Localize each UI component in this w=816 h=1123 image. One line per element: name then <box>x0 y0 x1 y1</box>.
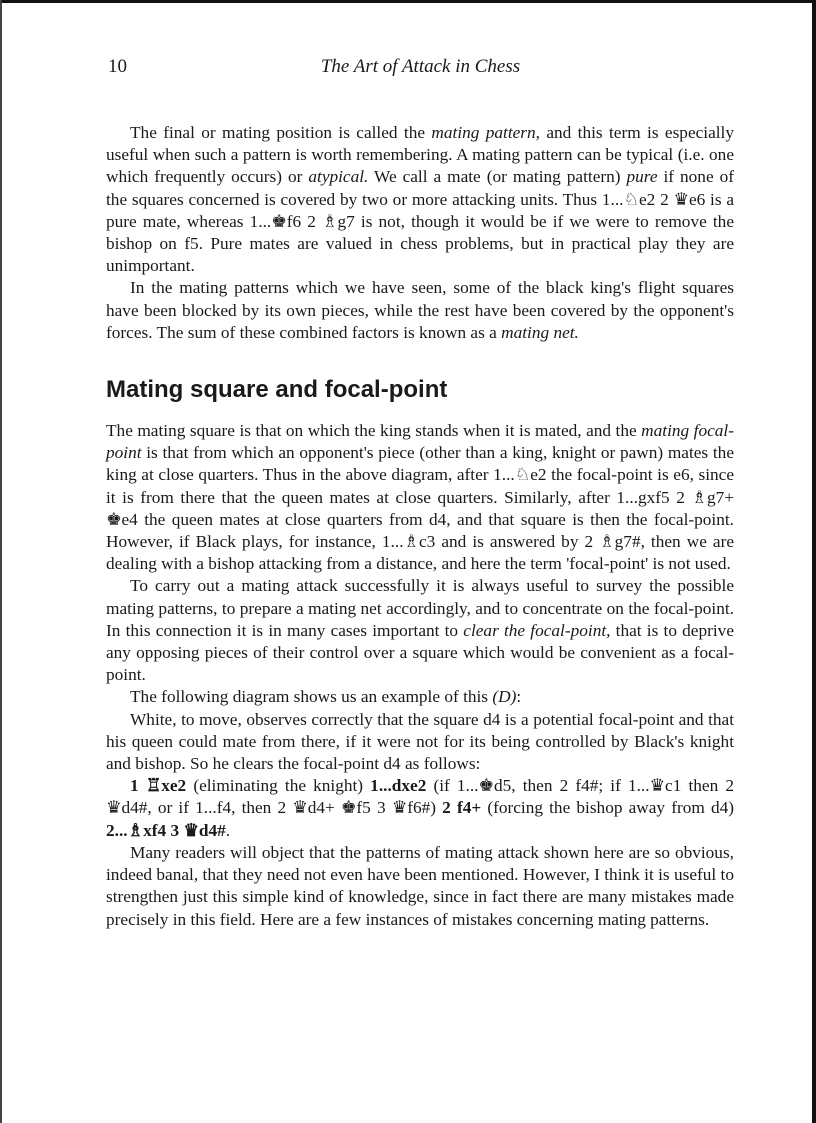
text-run: (eliminating the knight) <box>186 776 371 796</box>
text-run: We call a mate (or mating pattern) <box>368 167 627 187</box>
text-run: Many readers will object that the patterns of mating attack shown here are so obvious, indeed banal, that they need not even have been mentioned. However, I think it is useful to strengthen just this simple kind of knowledge, since in fact there are many mistakes made precisely in this field. Here are a few instances of mistakes concerning mating patterns. <box>106 842 734 929</box>
scan-border-top <box>0 0 816 3</box>
paragraph-conclusion <box>106 842 734 931</box>
text-run: The following diagram shows us an example of this <box>130 687 493 707</box>
text-run: is that from which an opponent's piece (other than a king, knight or pawn) mates the king at close quarters. Thus in the above diagram, after 1...♘e2 the focal-point is e6, since it is from there that the queen mates at close quarters. Similarly, after 1...gxf5 2 ♗g7+ ♚e4 the queen mates at close quarters from d4, and that square is then the focal-point. However, if Black plays, for instance, 1...♗c3 and is answered by 2 ♗g7#, then we are dealing with a bishop attacking from a distance, and here the term 'focal-point' is not used. <box>106 443 734 574</box>
scan-border-right <box>812 0 816 1123</box>
term-pure: pure <box>626 167 658 187</box>
running-head <box>108 56 733 82</box>
main-move: 1...dxe2 <box>370 776 427 796</box>
text-run: (forcing the bishop away from d4) <box>481 798 734 818</box>
main-move: 1 ♖xe2 <box>130 776 187 796</box>
paragraph-mating-pattern <box>106 122 734 277</box>
text-run: In the mating patterns which we have seen, some of the black king's flight squares have been blocked by its own pieces, while the rest have been covered by the opponent's forces. The sum of these combined factors is known as a <box>106 278 734 342</box>
text-run: that is to deprive any opposing pieces of their control over a square which would be convenient as a focal-point. <box>106 620 734 685</box>
term-mating-net: mating net. <box>501 322 579 342</box>
text-run: (if 1...♚d5, then 2 f4#; if 1...♛c1 then 2 ♛d4#, or if 1...f4, then 2 ♛d4+ ♚f5 3 ♛f6#) <box>106 776 734 818</box>
section-heading: Mating square and focal-point <box>106 376 448 404</box>
paragraph-diagram-ref <box>106 686 734 708</box>
page-number: 10 <box>108 56 127 77</box>
text-run: and this term is especially useful when such a pattern is worth remembering. A mating pattern can be typical (i.e. one which frequently occurs) or <box>106 123 734 187</box>
main-move: 2 f4+ <box>442 798 482 818</box>
paragraph-clear-focal-point <box>106 575 734 686</box>
paragraph-mating-net <box>106 277 734 344</box>
main-move: 2...♗xf4 3 ♛d4# <box>106 820 226 840</box>
text-run: : <box>516 687 522 707</box>
book-title: The Art of Attack in Chess <box>320 56 521 77</box>
paragraph-mating-square <box>106 420 734 575</box>
text-run: . <box>225 820 231 840</box>
scan-border-left <box>0 0 2 1123</box>
body-text <box>106 122 734 931</box>
term-clear-focal-point: clear the focal-point, <box>463 620 611 640</box>
text-run: White, to move, observes correctly that the square d4 is a potential focal-point and that his queen could mate from there, if it were not for its being controlled by Black's knight and bishop. So he clears the focal-point d4 as follows: <box>106 709 734 774</box>
diagram-reference: (D) <box>492 687 517 707</box>
term-mating-pattern: mating pattern, <box>431 123 540 142</box>
paragraph-white-to-move <box>106 709 734 776</box>
text-run: To carry out a mating attack successfully it is always useful to survey the possible mating patterns, to prepare a mating net accordingly, and to concentrate on the focal-point. In this connection it is in many cases important to <box>106 576 734 640</box>
text-run: The mating square is that on which the king stands when it is mated, and the <box>106 421 642 441</box>
term-mating-focal-point: mating focal-point <box>106 421 734 463</box>
paragraph-move-sequence <box>106 775 734 842</box>
term-atypical: atypical. <box>308 167 369 187</box>
text-run: The final or mating position is called the <box>130 123 432 142</box>
text-run: if none of the squares concerned is covered by two or more attacking units. Thus 1...♘e2 2 ♛e6 is a pure mate, whereas 1...♚f6 2 ♗g7 is not, though it would be if we were to remove the bishop on f5. Pure mates are valued in chess problems, but in practical play they are unimportant. <box>106 167 734 276</box>
